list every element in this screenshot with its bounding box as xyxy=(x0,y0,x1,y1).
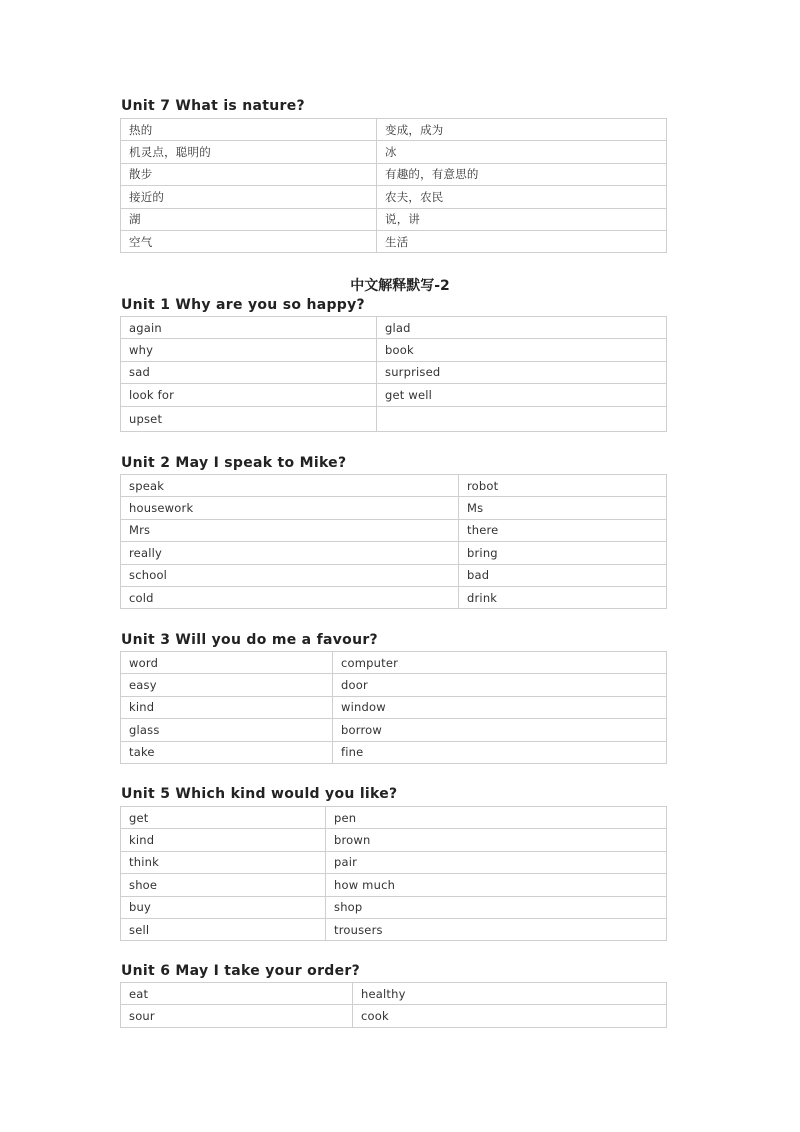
vocab-cell-left: sad xyxy=(121,361,377,383)
vocab-cell-left: 接近的 xyxy=(121,186,377,208)
vocab-row xyxy=(121,141,667,163)
vocab-cell-left: eat xyxy=(121,983,353,1005)
vocab-cell-right: cook xyxy=(353,1005,667,1027)
unit-7-title: Unit 7 What is nature? xyxy=(121,98,305,114)
vocab-row xyxy=(121,874,667,896)
vocab-cell-left: housework xyxy=(121,497,459,519)
vocab-cell-right: 农夫，农民 xyxy=(377,186,667,208)
vocab-cell-right: book xyxy=(377,339,667,361)
unit-5-vocab-table xyxy=(120,806,667,941)
vocab-cell-left: kind xyxy=(121,829,326,851)
vocab-cell-left: school xyxy=(121,564,459,586)
vocab-cell-right: Ms xyxy=(459,497,667,519)
vocab-cell-right: how much xyxy=(326,874,667,896)
unit-6-title: Unit 6 May I take your order? xyxy=(121,963,361,979)
unit-6-vocab-table xyxy=(120,982,667,1028)
vocab-row xyxy=(121,983,667,1005)
vocab-cell-right: healthy xyxy=(353,983,667,1005)
vocab-cell-left: speak xyxy=(121,475,459,497)
section-title: 中文解释默写-2 xyxy=(350,278,450,294)
vocab-cell-left: 散步 xyxy=(121,163,377,185)
vocab-row xyxy=(121,519,667,541)
vocab-row xyxy=(121,896,667,918)
vocab-cell-right: get well xyxy=(377,384,667,406)
unit-2-title: Unit 2 May I speak to Mike? xyxy=(121,455,347,471)
vocab-cell-right: 说，讲 xyxy=(377,208,667,230)
vocab-row xyxy=(121,186,667,208)
vocab-cell-right: surprised xyxy=(377,361,667,383)
vocab-cell-right: trousers xyxy=(326,918,667,940)
vocab-row xyxy=(121,807,667,829)
vocab-row xyxy=(121,652,667,674)
vocab-cell-left: upset xyxy=(121,406,377,431)
vocab-row xyxy=(121,719,667,741)
vocab-cell-right: door xyxy=(333,674,667,696)
vocab-cell-right: 生活 xyxy=(377,230,667,252)
vocab-cell-right xyxy=(377,406,667,431)
vocab-cell-right: glad xyxy=(377,317,667,339)
vocab-row xyxy=(121,586,667,608)
unit-2-vocab-table xyxy=(120,474,667,609)
vocab-cell-left: really xyxy=(121,542,459,564)
vocab-row xyxy=(121,384,667,406)
vocab-cell-right: pen xyxy=(326,807,667,829)
vocab-cell-right: brown xyxy=(326,829,667,851)
unit-1-vocab-table xyxy=(120,316,667,432)
vocab-cell-left: easy xyxy=(121,674,333,696)
vocab-cell-left: kind xyxy=(121,696,333,718)
vocab-cell-left: take xyxy=(121,741,333,763)
vocab-row xyxy=(121,564,667,586)
unit-7-vocab-table xyxy=(120,118,667,253)
vocab-row xyxy=(121,163,667,185)
vocab-cell-right: 有趣的，有意思的 xyxy=(377,163,667,185)
vocab-row xyxy=(121,119,667,141)
vocab-row xyxy=(121,317,667,339)
vocab-cell-right: window xyxy=(333,696,667,718)
vocab-cell-left: sour xyxy=(121,1005,353,1027)
vocab-cell-left: why xyxy=(121,339,377,361)
vocab-row xyxy=(121,851,667,873)
vocab-cell-left: 热的 xyxy=(121,119,377,141)
unit-5-title: Unit 5 Which kind would you like? xyxy=(121,786,398,802)
vocab-row xyxy=(121,208,667,230)
vocab-cell-right: computer xyxy=(333,652,667,674)
vocab-cell-right: pair xyxy=(326,851,667,873)
vocab-cell-right: bad xyxy=(459,564,667,586)
vocab-cell-right: 变成，成为 xyxy=(377,119,667,141)
vocab-row xyxy=(121,829,667,851)
vocab-row xyxy=(121,230,667,252)
vocab-cell-right: fine xyxy=(333,741,667,763)
vocab-row xyxy=(121,361,667,383)
vocab-cell-left: 湖 xyxy=(121,208,377,230)
vocab-row xyxy=(121,497,667,519)
vocab-row xyxy=(121,542,667,564)
unit-1-title: Unit 1 Why are you so happy? xyxy=(121,297,365,313)
vocab-cell-right: bring xyxy=(459,542,667,564)
vocab-cell-left: shoe xyxy=(121,874,326,896)
vocab-cell-left: Mrs xyxy=(121,519,459,541)
vocab-cell-right: borrow xyxy=(333,719,667,741)
vocab-cell-right: drink xyxy=(459,586,667,608)
vocab-row xyxy=(121,406,667,431)
vocab-row xyxy=(121,918,667,940)
unit-3-title: Unit 3 Will you do me a favour? xyxy=(121,632,378,648)
vocab-cell-right: there xyxy=(459,519,667,541)
vocab-row xyxy=(121,475,667,497)
vocab-cell-left: sell xyxy=(121,918,326,940)
vocab-cell-right: 冰 xyxy=(377,141,667,163)
vocab-row xyxy=(121,741,667,763)
vocab-cell-right: robot xyxy=(459,475,667,497)
vocab-cell-left: 机灵点，聪明的 xyxy=(121,141,377,163)
vocab-cell-left: get xyxy=(121,807,326,829)
vocab-cell-left: cold xyxy=(121,586,459,608)
vocab-cell-left: look for xyxy=(121,384,377,406)
vocab-cell-left: glass xyxy=(121,719,333,741)
vocab-cell-left: think xyxy=(121,851,326,873)
vocab-row xyxy=(121,339,667,361)
vocab-cell-left: word xyxy=(121,652,333,674)
vocab-row xyxy=(121,1005,667,1027)
vocab-cell-left: buy xyxy=(121,896,326,918)
vocab-cell-left: again xyxy=(121,317,377,339)
unit-3-vocab-table xyxy=(120,651,667,764)
vocab-cell-left: 空气 xyxy=(121,230,377,252)
vocab-row xyxy=(121,696,667,718)
vocab-row xyxy=(121,674,667,696)
vocab-cell-right: shop xyxy=(326,896,667,918)
